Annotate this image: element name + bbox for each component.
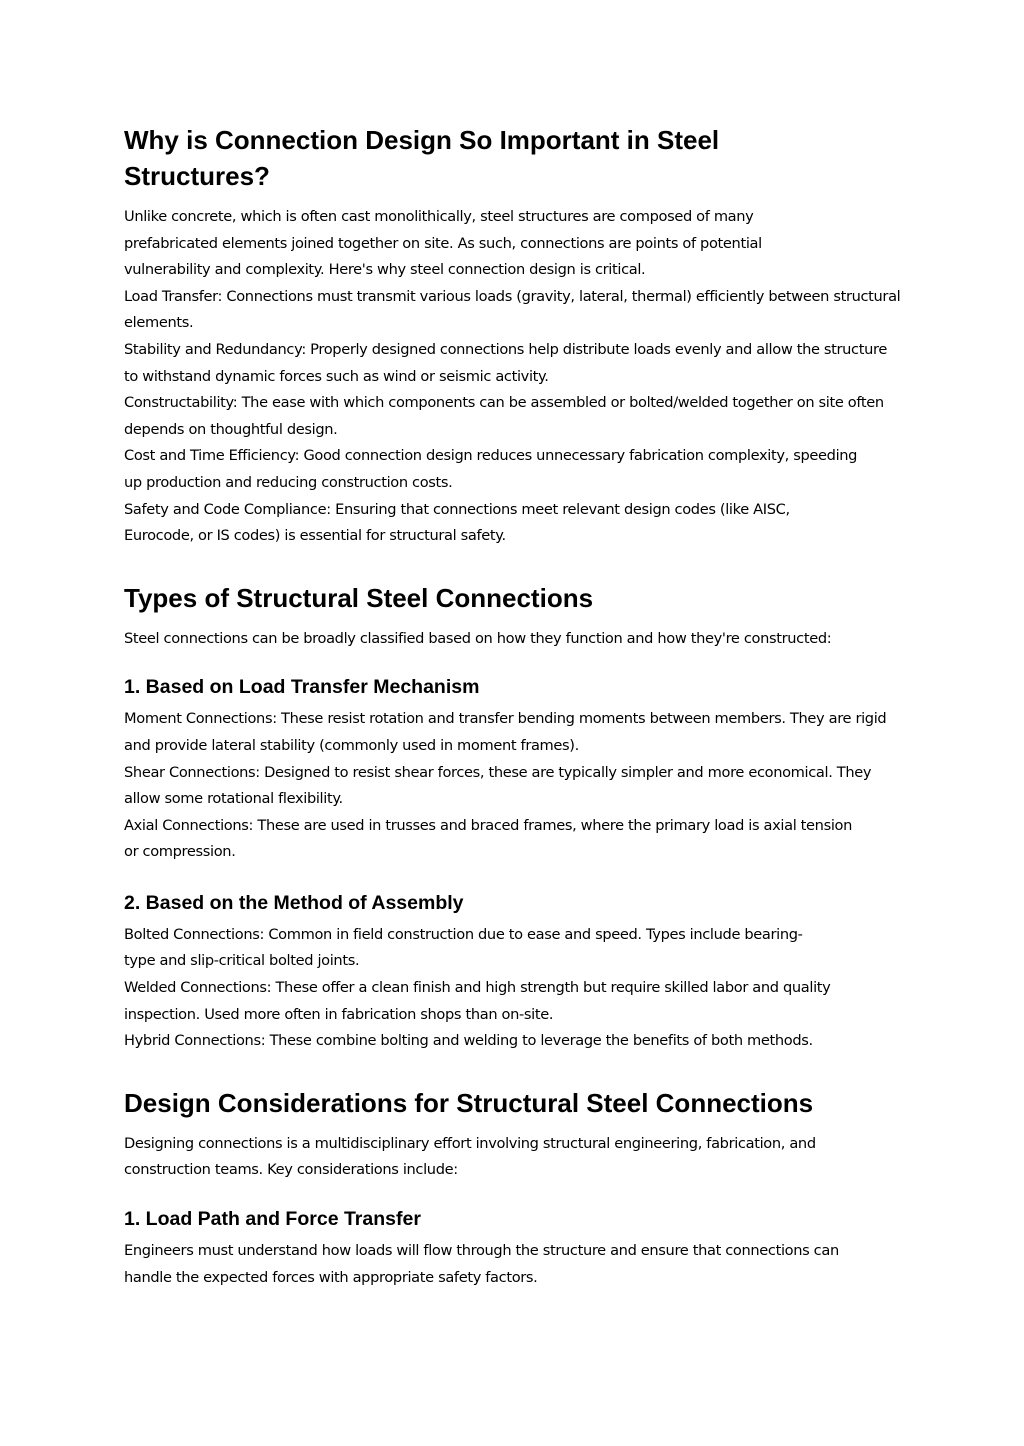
subheading-load-path: 1. Load Path and Force Transfer	[124, 1208, 421, 1231]
paragraph-safety-compliance: Safety and Code Compliance: Ensuring that connections meet relevant design codes (like AISC, Eurocode, or IS codes) is essential for structural safety.	[124, 500, 790, 545]
paragraph-constructability: Constructability: The ease with which components can be assembled or bolted/welded together on site often depends on thoughtful design.	[124, 394, 884, 438]
paragraph-load-path: Engineers must understand how loads will flow through the structure and ensure that connections can handle the expected forces with appropriate safety factors.	[124, 1242, 839, 1286]
paragraph-cost-efficiency: Cost and Time Efficiency: Good connection design reduces unnecessary fabrication complexity, speeding up production and reducing construction costs.	[124, 447, 858, 491]
section-heading-connection-types: Types of Structural Steel Connections	[124, 582, 594, 613]
document-page	[124, 122, 914, 1291]
paragraph-hybrid-connections: Hybrid Connections: These combine bolting and welding to leverage the benefits of both methods.	[124, 1032, 813, 1050]
subheading-method-of-assembly: 2. Based on the Method of Assembly	[124, 891, 464, 914]
paragraph-welded-connections: Welded Connections: These offer a clean finish and high strength but require skilled labor and quality inspection. Used more often in fabrication shops than on-site.	[124, 979, 831, 1023]
paragraph-design-intro: Designing connections is a multidisciplinary effort involving structural engineering, fabrication, and construction teams. Key considerations include:	[124, 1134, 816, 1179]
paragraph-shear-connections: Shear Connections: Designed to resist shear forces, these are typically simpler and more economical. They allow some rotational flexibility.	[124, 763, 872, 808]
section-heading-connection-importance: Why is Connection Design So Important in Steel Structures?	[124, 125, 720, 191]
paragraph-stability: Stability and Redundancy: Properly designed connections help distribute loads evenly and allow the structure to withstand dynamic forces such as wind or seismic activity.	[124, 340, 887, 385]
paragraph-load-transfer: Load Transfer: Connections must transmit various loads (gravity, lateral, thermal) efficiently between structural elements.	[124, 287, 901, 332]
section-heading-design-considerations: Design Considerations for Structural Steel Connections	[124, 1087, 814, 1118]
paragraph-moment-connections: Moment Connections: These resist rotation and transfer bending moments between members. They are rigid and provide lateral stability (commonly used in moment frames).	[124, 710, 887, 754]
paragraph-bolted-connections: Bolted Connections: Common in field construction due to ease and speed. Types include bearing-type and slip-critical bolted joints.	[124, 925, 803, 970]
subheading-load-transfer-mechanism: 1. Based on Load Transfer Mechanism	[124, 676, 480, 699]
paragraph-intro: Unlike concrete, which is often cast monolithically, steel structures are composed of many prefabricated elements joined together on site. As such, connections are points of potential vulnerability and complexity. Here's why steel connection design is critical.	[124, 208, 762, 279]
paragraph-types-intro: Steel connections can be broadly classified based on how they function and how they're constructed:	[124, 629, 832, 647]
paragraph-axial-connections: Axial Connections: These are used in trusses and braced frames, where the primary load is axial tension or compression.	[124, 816, 853, 861]
